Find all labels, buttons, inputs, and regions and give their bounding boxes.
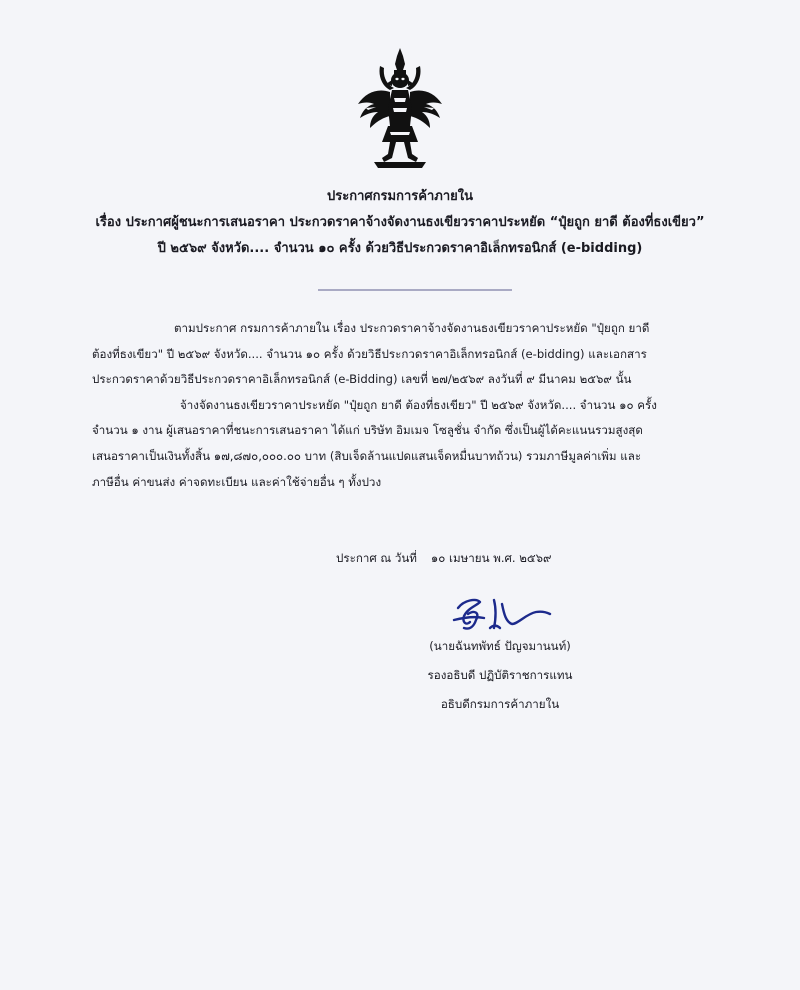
announcement-header bbox=[40, 184, 760, 262]
body-line: ภาษีอื่น ค่าขนส่ง ค่าจดทะเบียน และค่าใช้จ่ายอื่น ๆ ทั้งปวง bbox=[92, 474, 382, 489]
subject-line-1: เรื่อง ประกาศผู้ชนะการเสนอราคา ประกวดราคาจ้างจัดงานธงเขียวราคาประหยัด “ปุ๋ยถูก ยาดี ต้องที่ธงเขียว” bbox=[95, 215, 705, 230]
signatory-position-1: รองอธิบดี ปฏิบัติราชการแทน bbox=[427, 668, 573, 682]
signatory-position-2: อธิบดีกรมการค้าภายใน bbox=[440, 697, 560, 711]
subject-line-2: ปี ๒๕๖๙ จังหวัด.... จำนวน ๑๐ ครั้ง ด้วยวิธีประกวดราคาอิเล็กทรอนิกส์ (e-bidding) bbox=[157, 241, 643, 256]
body-line: จ้างจัดงานธงเขียวราคาประหยัด "ปุ๋ยถูก ยาดี ต้องที่ธงเขียว" ปี ๒๕๖๙ จังหวัด.... จำนวน ๑๐ ครั้ง bbox=[180, 397, 657, 412]
signatory-name: (นายฉันทพัทธ์ ปัญจมานนท์) bbox=[429, 639, 571, 653]
body-line: จำนวน ๑ งาน ผู้เสนอราคาที่ชนะการเสนอราคา ได้แก่ บริษัท อิมเมจ โซลูชั่น จำกัด ซึ่งเป็นผู้ได้คะแนนรวมสูงสุด bbox=[92, 423, 643, 438]
date-value: ๑๐ เมษายน พ.ศ. ๒๕๖๙ bbox=[430, 551, 552, 565]
body-line: ต้องที่ธงเขียว" ปี ๒๕๖๙ จังหวัด.... จำนวน ๑๐ ครั้ง ด้วยวิธีประกวดราคาอิเล็กทรอนิกส์ (e-bidding) และเอกสาร bbox=[92, 346, 647, 361]
announcement-body bbox=[92, 316, 752, 495]
body-line: เสนอราคาเป็นเงินทั้งสิ้น ๑๗,๘๗๐,๐๐๐.๐๐ บาท (สิบเจ็ดล้านแปดแสนเจ็ดหมื่นบาทถ้วน) รวมภาษีมูลค่าเพิ่ม และ bbox=[92, 448, 642, 463]
date-prefix: ประกาศ ณ วันที่ bbox=[336, 551, 417, 565]
body-line: ประกวดราคาด้วยวิธีประกวดราคาอิเล็กทรอนิกส์ (e-Bidding) เลขที่ ๒๗/๒๕๖๙ ลงวันที่ ๙ มีนาคม ๒๕๖๙ นั้น bbox=[92, 372, 632, 387]
header-divider bbox=[318, 289, 512, 291]
garuda-emblem-icon bbox=[356, 46, 444, 170]
announcement-date bbox=[336, 550, 552, 568]
body-line: ตามประกาศ กรมการค้าภายใน เรื่อง ประกวดราคาจ้างจัดงานธงเขียวราคาประหยัด "ปุ๋ยถูก ยาดี bbox=[174, 321, 650, 335]
agency-title: ประกาศกรมการค้าภายใน bbox=[327, 189, 473, 204]
signatory-block bbox=[400, 632, 600, 719]
